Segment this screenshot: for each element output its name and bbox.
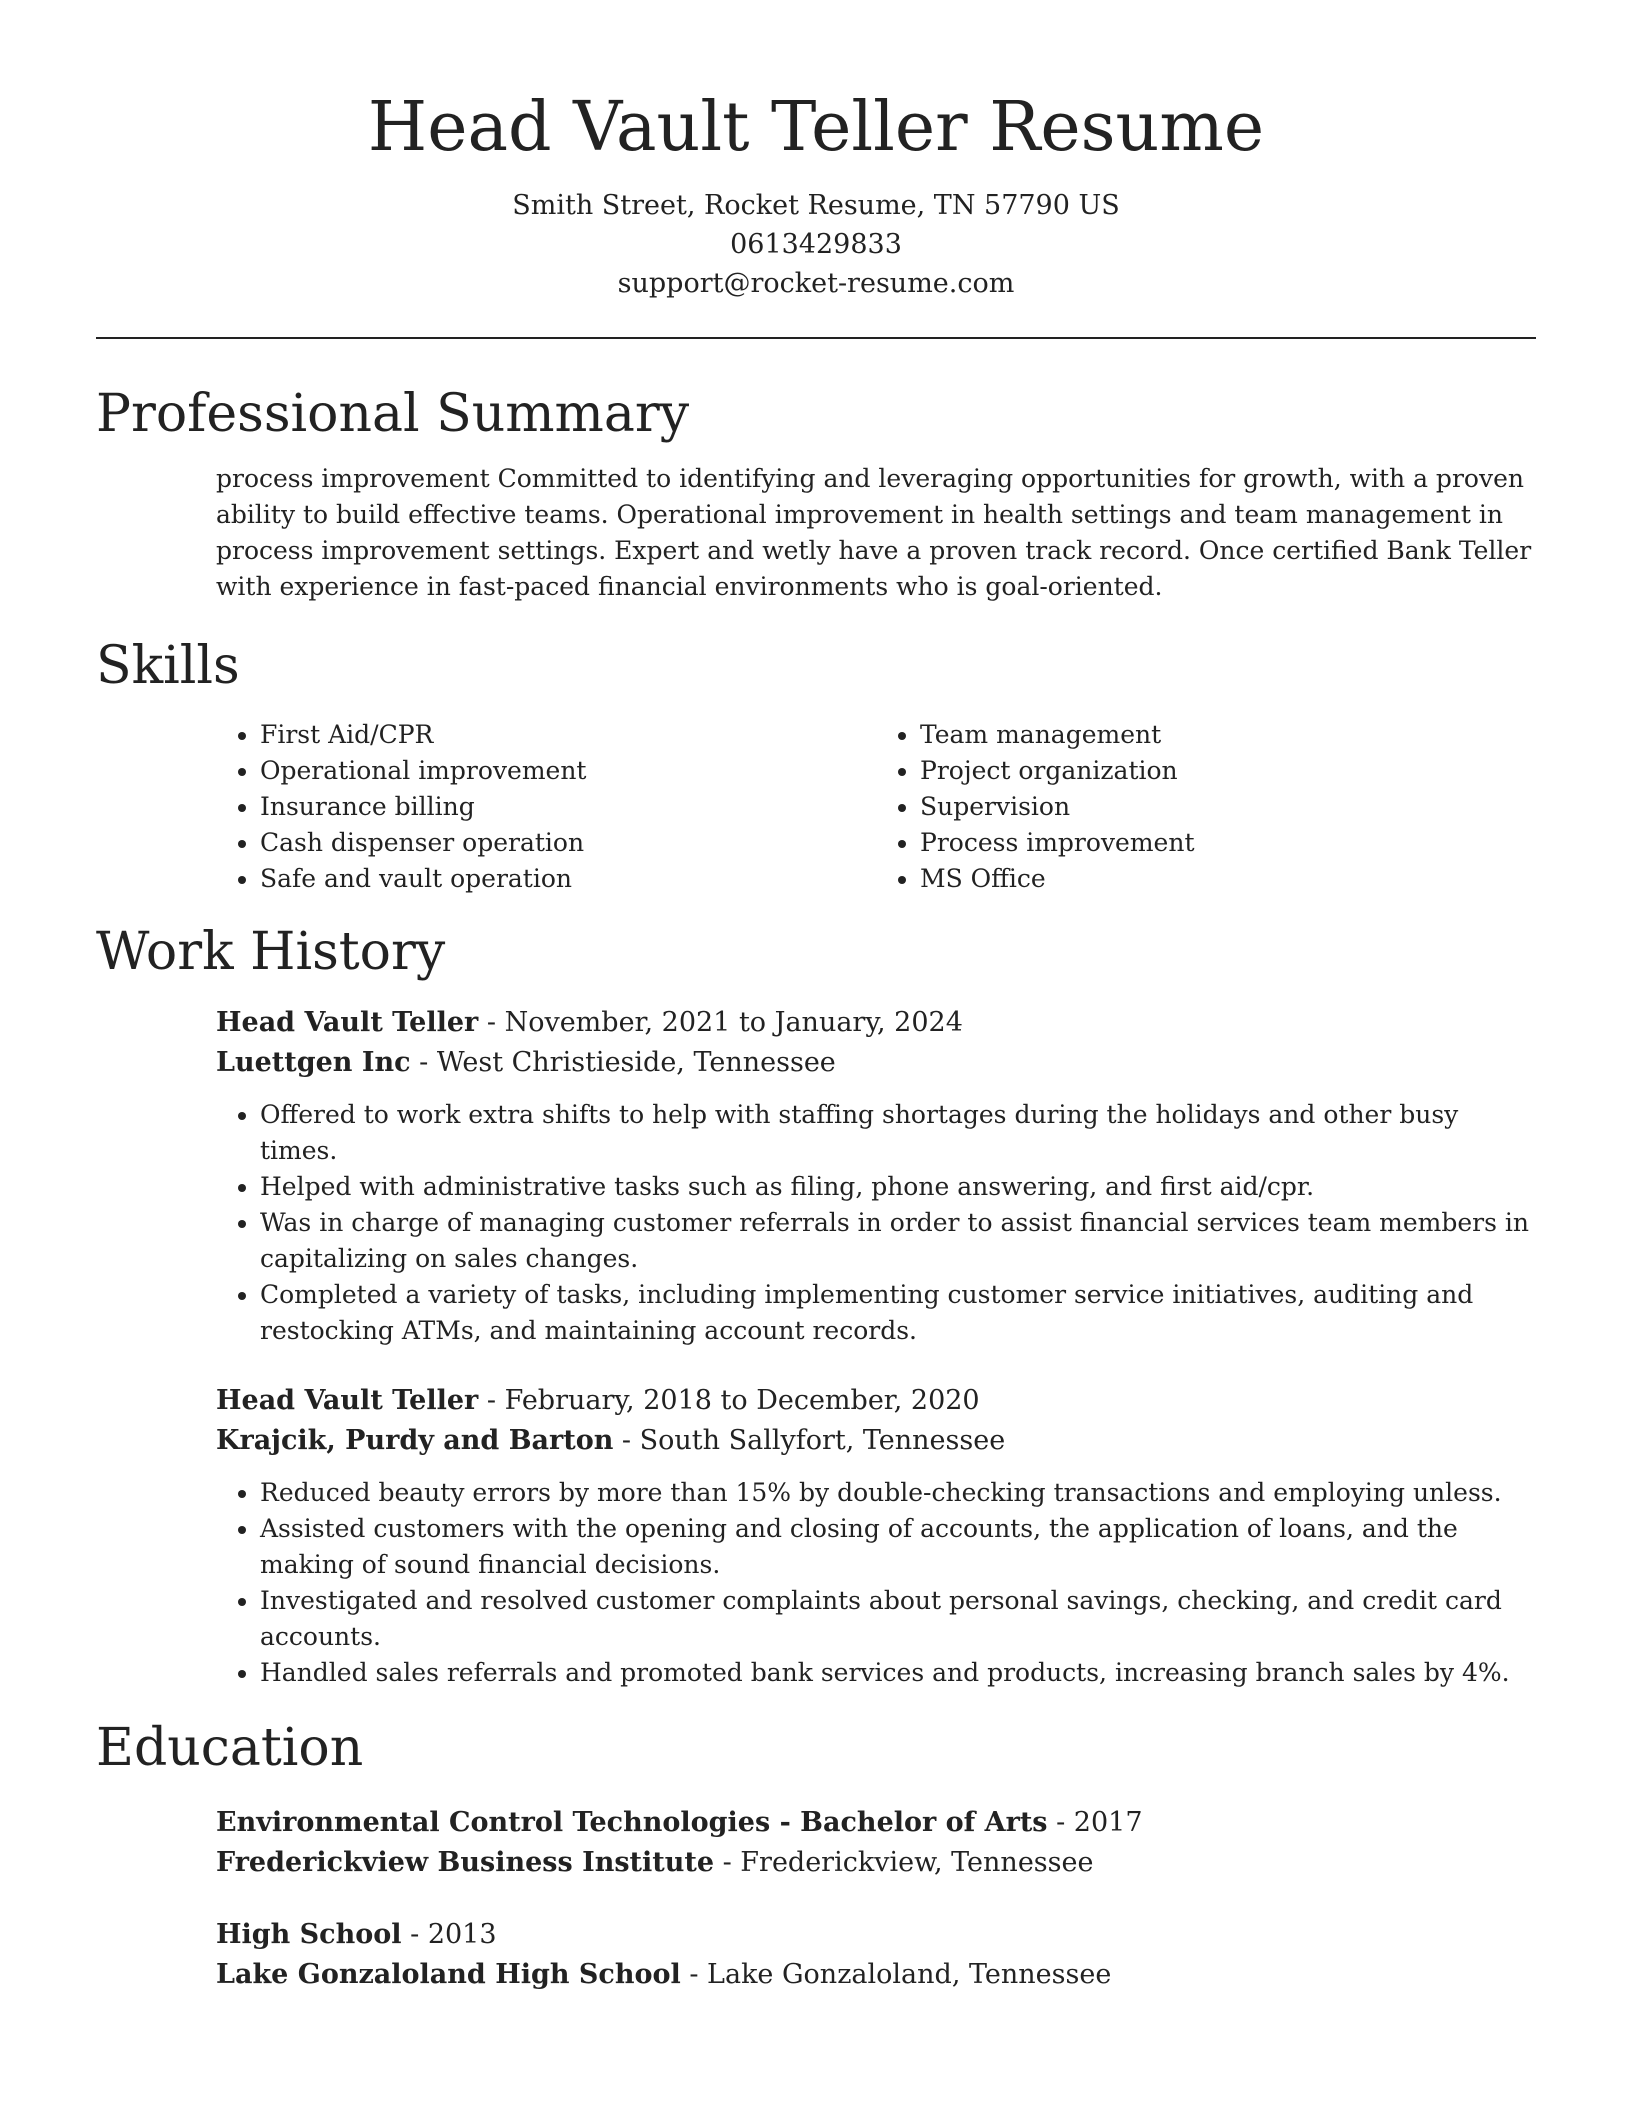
education-heading: Education — [96, 1718, 364, 1778]
resume-title: Head Vault Teller Resume — [367, 88, 1265, 167]
skills-heading: Skills — [96, 636, 240, 696]
contact-address: Smith Street, Rocket Resume, TN 57790 US — [512, 190, 1120, 221]
summary-section — [96, 381, 1536, 605]
job-location: - West Christieside, Tennessee — [410, 1047, 836, 1078]
education-entry — [216, 1915, 1536, 1995]
summary-heading: Professional Summary — [96, 384, 690, 444]
resume-header — [96, 0, 1536, 303]
education-degree: High School — [216, 1919, 402, 1950]
job-dates: - November, 2021 to January, 2024 — [478, 1007, 963, 1038]
education-degree: Environmental Control Technologies - Bachelor of Arts — [216, 1807, 1048, 1838]
job-company-line — [216, 1421, 1536, 1461]
contact-phone: 0613429833 — [730, 229, 902, 260]
education-section — [96, 1715, 1536, 1995]
skills-column-left — [216, 717, 876, 897]
job-dates: - February, 2018 to December, 2020 — [478, 1385, 980, 1416]
job-location: - South Sallyfort, Tennessee — [613, 1425, 1006, 1456]
skill-item: • Safe and vault operation — [260, 861, 876, 897]
job-bullet: • Helped with administrative tasks such as filing, phone answering, and first aid/cpr. — [260, 1169, 1536, 1205]
job-company: Luettgen Inc — [216, 1047, 411, 1078]
job-bullet: • Investigated and resolved customer complaints about personal savings, checking, and credit card accounts. — [260, 1583, 1536, 1655]
contact-email: support@rocket-resume.com — [617, 268, 1015, 299]
job-bullet: • Handled sales referrals and promoted bank services and products, increasing branch sales by 4%. — [260, 1655, 1536, 1691]
education-degree-line — [216, 1803, 1536, 1843]
header-divider — [96, 337, 1536, 339]
job-bullet: • Offered to work extra shifts to help with staffing shortages during the holidays and other busy times. — [260, 1097, 1536, 1169]
job-entry — [216, 1003, 1536, 1349]
skill-item: • Process improvement — [920, 825, 1536, 861]
skills-column-right — [876, 717, 1536, 897]
job-company: Krajcik, Purdy and Barton — [216, 1425, 614, 1456]
education-school: Frederickview Business Institute — [216, 1847, 715, 1878]
job-bullet: • Reduced beauty errors by more than 15% by double-checking transactions and employing unless. — [260, 1475, 1536, 1511]
job-title-line — [216, 1381, 1536, 1421]
education-school-line — [216, 1843, 1536, 1883]
skills-section — [96, 633, 1536, 897]
skill-item: • Project organization — [920, 753, 1536, 789]
skill-item: • Operational improvement — [260, 753, 876, 789]
job-entry — [216, 1381, 1536, 1691]
job-bullet: • Completed a variety of tasks, including implementing customer service initiatives, auditing and restocking ATMs, and maintaining account records. — [260, 1277, 1536, 1349]
education-entry — [216, 1803, 1536, 1883]
resume-page — [96, 0, 1536, 1995]
work-history-section — [96, 919, 1536, 1691]
work-history-heading: Work History — [96, 922, 446, 982]
job-bullet: • Assisted customers with the opening and closing of accounts, the application of loans, and the making of sound financial decisions. — [260, 1511, 1536, 1583]
job-bullets — [216, 1097, 1536, 1349]
education-year: - 2013 — [401, 1919, 497, 1950]
skill-item: • Cash dispenser operation — [260, 825, 876, 861]
job-bullets — [216, 1475, 1536, 1691]
job-bullet: • Was in charge of managing customer referrals in order to assist financial services team members in capitalizing on sales changes. — [260, 1205, 1536, 1277]
education-school-line — [216, 1955, 1536, 1995]
skill-item: • Insurance billing — [260, 789, 876, 825]
skills-grid — [216, 717, 1536, 897]
skill-item: • Team management — [920, 717, 1536, 753]
education-location: - Lake Gonzaloland, Tennessee — [680, 1959, 1112, 1990]
job-company-line — [216, 1043, 1536, 1083]
job-role: Head Vault Teller — [216, 1385, 479, 1416]
education-location: - Frederickview, Tennessee — [714, 1847, 1094, 1878]
job-title-line — [216, 1003, 1536, 1043]
summary-text: process improvement Committed to identifying and leveraging opportunities for growth, with a proven ability to build effective teams. Operational improvement in health settings and team management in process improvement settings. Expert and wetly have a proven track record. Once certified Bank Teller with experience in fast-paced financial environments who is goal-oriented. — [216, 464, 1532, 601]
education-school: Lake Gonzaloland High School — [216, 1959, 681, 1990]
skill-item: • First Aid/CPR — [260, 717, 876, 753]
skill-item: • MS Office — [920, 861, 1536, 897]
skill-item: • Supervision — [920, 789, 1536, 825]
contact-block — [96, 186, 1536, 303]
education-degree-line — [216, 1915, 1536, 1955]
job-role: Head Vault Teller — [216, 1007, 479, 1038]
education-year: - 2017 — [1047, 1807, 1143, 1838]
